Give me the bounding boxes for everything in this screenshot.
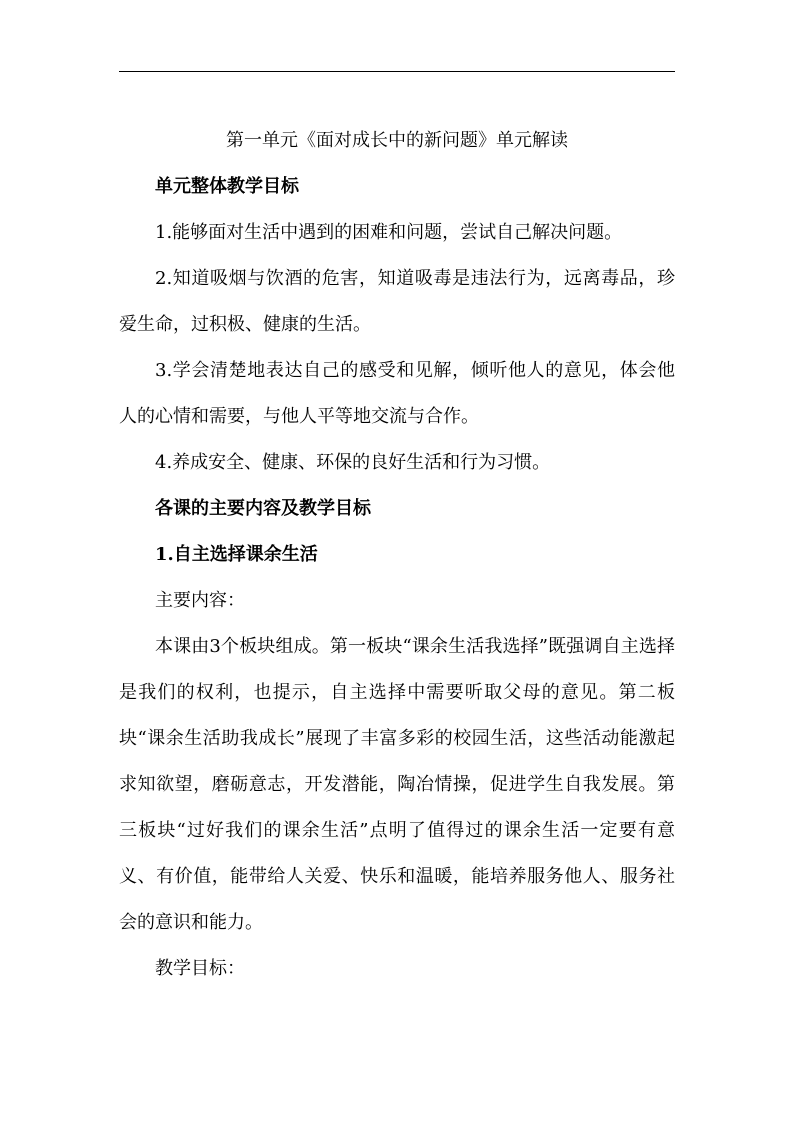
document-title: 第一单元《面对成长中的新问题》单元解读 — [226, 130, 568, 151]
paragraph-goal-2: 2.知道吸烟与饮酒的危害，知道吸毒是违法行为，远离毒品，珍爱生命，过积极、健康的生活。 — [119, 268, 675, 335]
paragraph-main-content: 本课由3个板块组成。第一板块“课余生活我选择”既强调自主选择是我们的权利，也提示，自主选择中需要听取父母的意见。第二板块“课余生活助我成长”展现了丰富多彩的校园生活，这些活动能激起求知欲望，磨砺意志，开发潜能，陶冶情操，促进学生自我发展。第三板块“过好我们的课余生活”点明了值得过的课余生活一定要有意义、有价值，能带给人关爱、快乐和温暖，能培养服务他人、服务社会的意识和能力。 — [119, 636, 675, 933]
paragraph-main-content-label: 主要内容： — [155, 590, 245, 611]
header-rule — [119, 71, 675, 72]
paragraph-goal-4: 4.养成安全、健康、环保的良好生活和行为习惯。 — [155, 452, 551, 473]
section-heading-lessons: 各课的主要内容及教学目标 — [155, 498, 371, 519]
paragraph-teaching-goals-label: 教学目标： — [155, 958, 245, 979]
paragraph-goal-3: 3.学会清楚地表达自己的感受和见解，倾听他人的意见，体会他人的心情和需要，与他人平等地交流与合作。 — [119, 360, 675, 427]
lesson-heading-1: 1.自主选择课余生活 — [155, 544, 318, 565]
document-body — [119, 118, 675, 992]
section-heading-unit-goals: 单元整体教学目标 — [155, 176, 299, 197]
paragraph-goal-1: 1.能够面对生活中遇到的困难和问题，尝试自己解决问题。 — [155, 222, 623, 243]
